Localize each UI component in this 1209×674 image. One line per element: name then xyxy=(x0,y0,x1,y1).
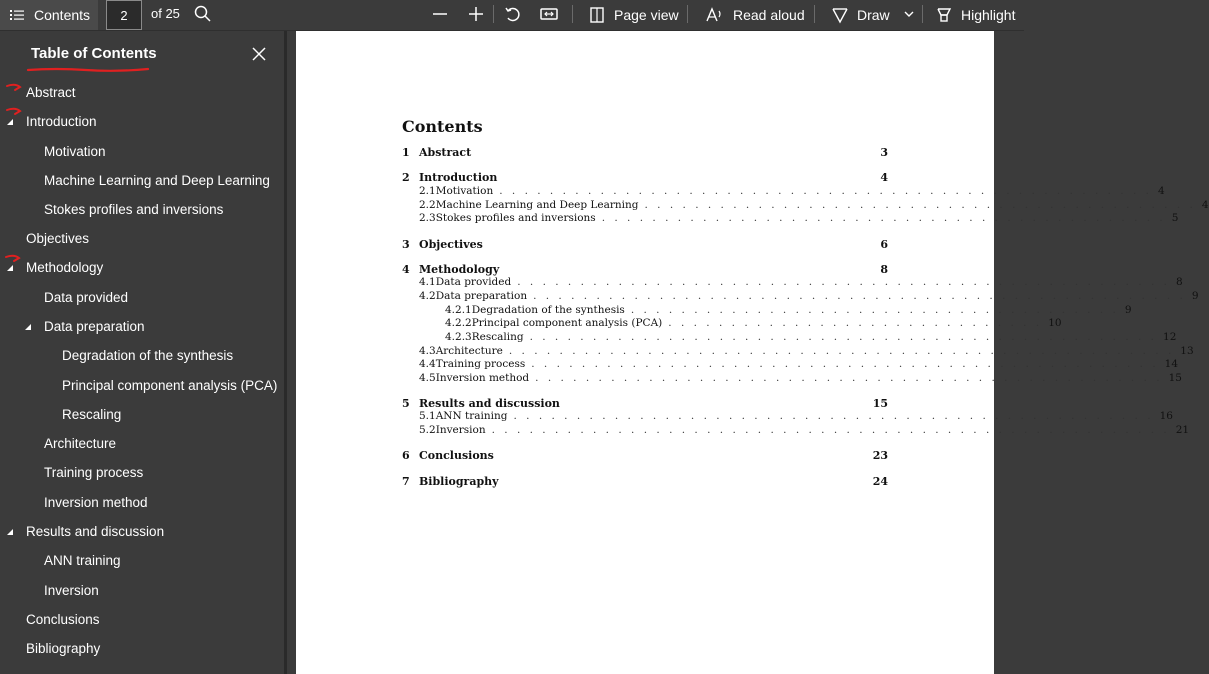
dot-leader: . . . . . . . . . . . . . . . . . . . . . . . . . . . . . . . . . . . . . . . . . . . . . . . . . . . . xyxy=(533,290,1186,302)
toc-entry[interactable]: 4.5 Inversion method . . . . . . . . . . . . . . . . . . . . . . . . . . . . . . . . . . . . . . . . . . . . . . . . . . 15 xyxy=(419,372,1182,384)
toc-sidebar xyxy=(0,31,284,674)
toolbar-divider xyxy=(493,5,494,23)
contents-button[interactable] xyxy=(0,0,98,30)
toc-entry[interactable]: 4.1 Data provided . . . . . . . . . . . . . . . . . . . . . . . . . . . . . . . . . . . . . . . . . . . . . . . . . . . . 8 xyxy=(419,276,1183,288)
toc-item-inversion[interactable]: Inversion xyxy=(44,583,99,598)
caret-expanded-icon[interactable] xyxy=(25,324,31,330)
toc-entry[interactable]: 4 Methodology 8 xyxy=(402,263,888,276)
toolbar-divider xyxy=(687,5,688,23)
toc-entry[interactable]: 2.2 Machine Learning and Deep Learning . . . . . . . . . . . . . . . . . . . . . . . . . . . . . . . . . . . . . . . . . . . . 4 xyxy=(419,199,1209,211)
toc-entry[interactable]: 5.1 ANN training . . . . . . . . . . . . . . . . . . . . . . . . . . . . . . . . . . . . . . . . . . . . . . . . . . . 16 xyxy=(419,410,1173,422)
page-view-button[interactable] xyxy=(588,0,679,30)
close-icon[interactable] xyxy=(250,45,268,63)
toc-entry[interactable]: 4.2.3 Rescaling . . . . . . . . . . . . . . . . . . . . . . . . . . . . . . . . . . . . . . . . . . . . . . . . . . 12 xyxy=(445,331,1177,343)
page-total: of 25 xyxy=(151,6,180,21)
pdf-page xyxy=(296,31,1209,674)
highlight-label: Highlight xyxy=(961,7,1016,23)
toolbar xyxy=(0,0,1024,31)
toolbar-divider xyxy=(814,5,815,23)
caret-expanded-icon[interactable] xyxy=(7,529,13,535)
toc-entry[interactable]: 5 Results and discussion 15 xyxy=(402,397,888,410)
caret-expanded-icon[interactable] xyxy=(7,265,13,271)
page-view-icon xyxy=(588,6,606,24)
red-arrow-annotation xyxy=(5,83,23,93)
rotate-icon[interactable] xyxy=(502,3,524,25)
toc-item-abstract[interactable]: Abstract xyxy=(26,85,76,100)
toc-entry[interactable]: 2.1 Motivation . . . . . . . . . . . . . . . . . . . . . . . . . . . . . . . . . . . . . . . . . . . . . . . . . . . . 4 xyxy=(419,185,1165,197)
highlight-icon xyxy=(935,6,953,24)
dot-leader: . . . . . . . . . . . . . . . . . . . . . . . . . . . . . . . . . . . . . . . . . . . . . . . . . . . . xyxy=(499,185,1152,197)
red-underline-annotation xyxy=(26,65,152,75)
toc-title: Table of Contents xyxy=(31,45,157,62)
toc-entry[interactable]: 4.2.1 Degradation of the synthesis . . . . . . . . . . . . . . . . . . . . . . . . . . . . . . . . . . . . . . . 9 xyxy=(445,304,1132,316)
toc-entry[interactable]: 2.3 Stokes profiles and inversions . . . . . . . . . . . . . . . . . . . . . . . . . . . . . . . . . . . . . . . . . . . . . 5 xyxy=(419,212,1179,224)
toc-entry[interactable]: 3 Objectives 6 xyxy=(402,238,888,251)
red-arrow-annotation xyxy=(4,254,22,264)
fit-width-icon[interactable] xyxy=(538,3,560,25)
toc-item-pca[interactable]: Principal component analysis (PCA) xyxy=(62,378,278,393)
toolbar-divider xyxy=(922,5,923,23)
toc-item-training-process[interactable]: Training process xyxy=(44,465,144,480)
toc-entry[interactable]: 1 Abstract 3 xyxy=(402,146,888,159)
toc-item-rescaling[interactable]: Rescaling xyxy=(62,407,122,422)
toc-item-machine-learning[interactable]: Machine Learning and Deep Learning xyxy=(44,173,270,188)
red-arrow-annotation xyxy=(5,107,23,117)
highlight-button[interactable] xyxy=(935,0,1015,30)
page-current: 2 xyxy=(120,7,128,23)
toc-item-data-preparation[interactable]: Data preparation xyxy=(44,319,145,334)
dot-leader: . . . . . . . . . . . . . . . . . . . . . . . . . . . . . . . . . . . . . . . . . . . . . . . . . . xyxy=(529,331,1158,343)
dot-leader: . . . . . . . . . . . . . . . . . . . . . . . . . . . . . . . . . . . . . . . xyxy=(630,304,1119,316)
toc-entry[interactable]: 4.2 Data preparation . . . . . . . . . . . . . . . . . . . . . . . . . . . . . . . . . . . . . . . . . . . . . . . . . . . . 9 xyxy=(419,290,1199,302)
list-icon xyxy=(10,8,24,22)
toc-item-architecture[interactable]: Architecture xyxy=(44,436,117,451)
toc-entry[interactable]: 5.2 Inversion . . . . . . . . . . . . . . . . . . . . . . . . . . . . . . . . . . . . . . . . . . . . . . . . . . . . . . 21 xyxy=(419,424,1190,436)
dot-leader: . . . . . . . . . . . . . . . . . . . . . . . . . . . . . . . . . . . . . . . . . . . . . xyxy=(601,212,1166,224)
dot-leader: . . . . . . . . . . . . . . . . . . . . . . . . . . . . . . . . . . . . . . . . . . . . . . . . . . . . . . xyxy=(491,424,1170,436)
toc-item-stokes-profiles[interactable]: Stokes profiles and inversions xyxy=(44,202,224,217)
zoom-in-icon[interactable] xyxy=(465,3,487,25)
toc-item-motivation[interactable]: Motivation xyxy=(44,144,106,159)
dot-leader: . . . . . . . . . . . . . . . . . . . . . . . . . . . . . . . . . . . . . . . . . . . . . . . . . . . . xyxy=(517,276,1170,288)
dot-leader: . . . . . . . . . . . . . . . . . . . . . . . . . . . . . . . . . . . . . . . . . . . . . . . . . . xyxy=(531,358,1159,370)
read-aloud-label: Read aloud xyxy=(733,7,805,23)
page-view-label: Page view xyxy=(614,7,679,23)
dot-leader: . . . . . . . . . . . . . . . . . . . . . . . . . . . . . . . . . . . . . . . . . . . . xyxy=(644,199,1196,211)
toc-item-inversion-method[interactable]: Inversion method xyxy=(44,495,148,510)
toc-item-conclusions[interactable]: Conclusions xyxy=(26,612,100,627)
read-aloud-icon xyxy=(705,6,725,24)
toc-item-bibliography[interactable]: Bibliography xyxy=(26,641,101,656)
toolbar-divider xyxy=(572,5,573,23)
chevron-down-icon[interactable] xyxy=(898,3,920,25)
draw-label: Draw xyxy=(857,7,890,23)
search-icon[interactable] xyxy=(192,3,214,25)
toc-item-data-provided[interactable]: Data provided xyxy=(44,290,129,305)
toc-entry[interactable]: 2 Introduction 4 xyxy=(402,171,888,184)
toc-item-degradation[interactable]: Degradation of the synthesis xyxy=(62,348,234,363)
draw-icon xyxy=(831,6,849,24)
contents-label: Contents xyxy=(34,7,91,23)
toc-entry[interactable]: 6 Conclusions 23 xyxy=(402,449,888,462)
dot-leader: . . . . . . . . . . . . . . . . . . . . . . . . . . . . . . . . . . . . . . . . . . . . . . . . . . . xyxy=(513,410,1154,422)
contents-heading: Contents xyxy=(402,117,483,136)
toc-entry[interactable]: 4.2.2 Principal component analysis (PCA) . . . . . . . . . . . . . . . . . . . . . . . . . . . . . . 10 xyxy=(445,317,1062,329)
toc-item-methodology[interactable]: Methodology xyxy=(26,260,104,275)
toc-item-objectives[interactable]: Objectives xyxy=(26,231,90,246)
draw-button[interactable] xyxy=(831,0,890,30)
page-number-input[interactable] xyxy=(106,0,142,30)
zoom-out-icon[interactable] xyxy=(429,3,451,25)
dot-leader: . . . . . . . . . . . . . . . . . . . . . . . . . . . . . . . . . . . . . . . . . . . . . . . . . . . . . xyxy=(508,345,1175,357)
toc-entry[interactable]: 7 Bibliography 24 xyxy=(402,475,888,488)
read-aloud-button[interactable] xyxy=(705,0,805,30)
toc-entry[interactable]: 4.3 Architecture . . . . . . . . . . . . . . . . . . . . . . . . . . . . . . . . . . . . . . . . . . . . . . . . . . . . . 13 xyxy=(419,345,1194,357)
toc-item-introduction[interactable]: Introduction xyxy=(26,114,97,129)
dot-leader: . . . . . . . . . . . . . . . . . . . . . . . . . . . . . . . . . . . . . . . . . . . . . . . . . . xyxy=(535,372,1163,384)
caret-expanded-icon[interactable] xyxy=(7,119,13,125)
toc-item-results[interactable]: Results and discussion xyxy=(26,524,165,539)
dot-leader: . . . . . . . . . . . . . . . . . . . . . . . . . . . . . . xyxy=(668,317,1043,329)
toc-entry[interactable]: 4.4 Training process . . . . . . . . . . . . . . . . . . . . . . . . . . . . . . . . . . . . . . . . . . . . . . . . . . 14 xyxy=(419,358,1179,370)
toc-item-ann-training[interactable]: ANN training xyxy=(44,553,121,568)
